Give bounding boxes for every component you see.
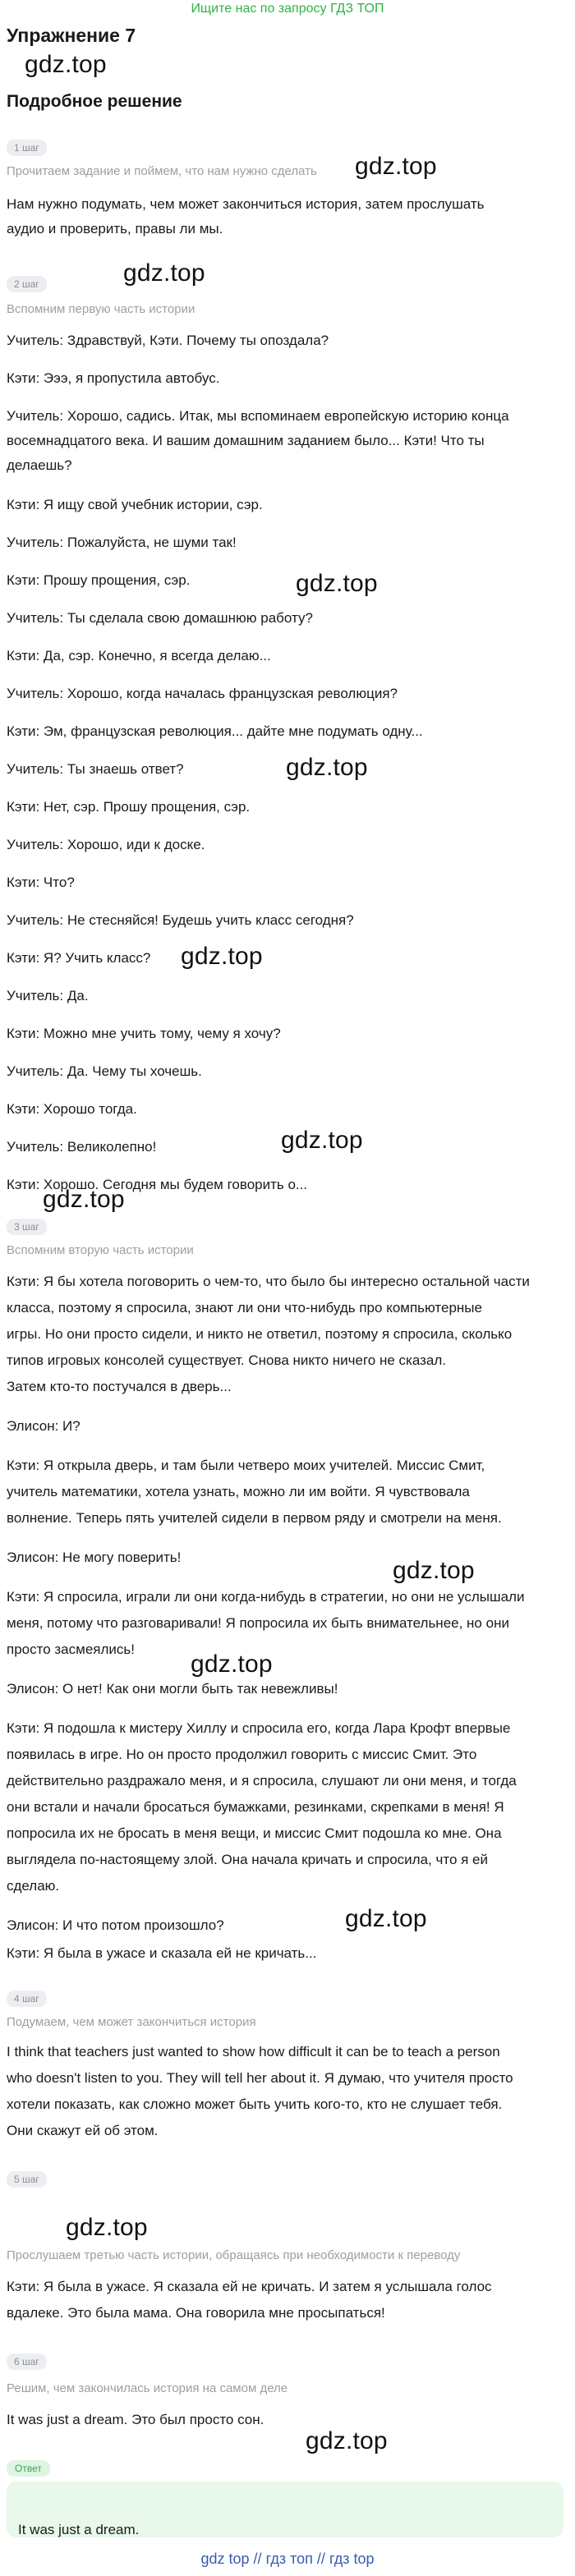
text-line: просто засмеялись! — [7, 1642, 135, 1657]
text-line: учитель математики, хотела узнать, можно ли им войти. Я чувствовала — [7, 1484, 470, 1499]
step-badge: 4 шаг — [7, 1991, 47, 2007]
text-line: Элисон: Не могу поверить! — [7, 1550, 182, 1565]
answer-badge: Ответ — [7, 2460, 50, 2477]
step-caption: Прочитаем задание и поймем, что нам нужно сделать — [7, 164, 317, 178]
step-badge: 5 шаг — [7, 2171, 47, 2188]
text-line: Кэти: Я была в ужасе. Я сказала ей не кричать. И затем я услышала голос — [7, 2279, 492, 2294]
watermark: gdz.top — [393, 1557, 475, 1584]
footer-link-gdz-top-ru[interactable]: гдз топ — [265, 2551, 313, 2567]
text-line: они встали и начали бросаться бумажками, резинками, скрепками в меня! Я — [7, 1799, 504, 1815]
text-line: Кэти: Прошу прощения, сэр. — [7, 572, 191, 588]
text-line: хотели показать, как сложно может быть учить кого-то, кто не слушает тебя. — [7, 2096, 503, 2112]
text-line: типов игровых консолей существует. Снова никто ничего не сказал. — [7, 1352, 447, 1368]
text-line: Элисон: И? — [7, 1418, 80, 1434]
text-line: Кэти: Я открыла дверь, и там были четверо моих учителей. Миссис Смит, — [7, 1458, 485, 1473]
text-line: Кэти: Я бы хотела поговорить о чем-то, что было бы интересно остальной части — [7, 1274, 530, 1289]
footer-separator: // — [253, 2551, 262, 2567]
text-line: Кэти: Я спросила, играли ли они когда-нибудь в стратегии, но они не услышали — [7, 1589, 525, 1605]
text-line: сделаю. — [7, 1878, 60, 1894]
text-line: появилась в игре. Но он просто продолжил говорить с миссис Смит. Это — [7, 1747, 477, 1762]
step-badge: 3 шаг — [7, 1219, 47, 1235]
top-banner: Ищите нас по запросу ГДЗ ТОП — [191, 2, 384, 16]
step-caption: Прослушаем третью часть истории, обращаясь при необходимости к переводу — [7, 2248, 461, 2262]
text-line: It was just a dream. Это был просто сон. — [7, 2412, 264, 2427]
text-line: Учитель: Хорошо, садись. Итак, мы вспоминаем европейскую историю конца — [7, 408, 509, 424]
text-line: Кэти: Хорошо. Сегодня мы будем говорить о... — [7, 1177, 308, 1192]
text-line: Элисон: И что потом произошло? — [7, 1917, 224, 1933]
watermark: gdz.top — [286, 754, 368, 781]
footer-links — [0, 2551, 575, 2568]
text-line: I think that teachers just wanted to show how difficult it can be to teach a person — [7, 2044, 500, 2059]
watermark: gdz.top — [296, 570, 378, 597]
text-line: восемнадцатого века. И вашим домашним заданием было... Кэти! Что ты — [7, 433, 485, 448]
text-line: Кэти: Эм, французская революция... дайте мне подумать одну... — [7, 723, 423, 739]
text-line: Кэти: Я подошла к мистеру Хиллу и спросила его, когда Лара Крофт впервые — [7, 1720, 511, 1736]
text-line: Кэти: Я? Учить класс? — [7, 950, 151, 966]
step-caption: Решим, чем закончилась история на самом деле — [7, 2381, 288, 2395]
text-line: Кэти: Можно мне учить тому, чему я хочу? — [7, 1026, 281, 1041]
watermark: gdz.top — [43, 1186, 125, 1213]
text-line: класса, поэтому я спросила, знают ли они что-нибудь про компьютерные — [7, 1300, 482, 1316]
text-line: Учитель: Да. Чему ты хочешь. — [7, 1063, 202, 1079]
text-line: Кэти: Я была в ужасе и сказала ей не кричать... — [7, 1945, 317, 1961]
text-line: Учитель: Да. — [7, 988, 89, 1003]
text-line: Кэти: Хорошо тогда. — [7, 1101, 137, 1117]
text-line: Элисон: О нет! Как они могли быть так невежливы! — [7, 1681, 338, 1697]
text-line: действительно раздражало меня, и я спросила, слушают ли они меня, и тогда — [7, 1773, 517, 1789]
step-badge: 1 шаг — [7, 140, 47, 156]
text-line: who doesn't listen to you. They will tell her about it. Я думаю, что учителя просто — [7, 2070, 513, 2086]
footer-separator: // — [316, 2551, 325, 2567]
text-line: игры. Но они просто сидели, и никто не ответил, поэтому я спросила, сколько — [7, 1326, 513, 1342]
solution-title: Подробное решение — [7, 92, 182, 111]
exercise-title: Упражнение 7 — [7, 25, 136, 46]
watermark: gdz.top — [355, 153, 437, 180]
watermark: gdz.top — [191, 1651, 273, 1678]
text-line: Они скажут ей об этом. — [7, 2123, 159, 2138]
text-line: Учитель: Ты знаешь ответ? — [7, 761, 184, 777]
text-line: Учитель: Ты сделала свою домашнюю работу? — [7, 610, 313, 626]
watermark: gdz.top — [66, 2214, 148, 2241]
watermark: gdz.top — [345, 1905, 427, 1932]
text-line: Учитель: Здравствуй, Кэти. Почему ты опоздала? — [7, 333, 329, 348]
watermark: gdz.top — [281, 1127, 363, 1154]
watermark: gdz.top — [306, 2427, 388, 2454]
text-line: Нам нужно подумать, чем может закончиться история, затем прослушать — [7, 196, 485, 212]
text-line: вдалеке. Это была мама. Она говорила мне просыпаться! — [7, 2305, 385, 2321]
step-caption: Вспомним вторую часть истории — [7, 1243, 194, 1257]
footer-link-gdz-top[interactable]: gdz top — [200, 2551, 250, 2567]
text-line: попросила их не бросать в меня вещи, и миссис Смит подошла ко мне. Она — [7, 1825, 502, 1841]
text-line: Учитель: Хорошо, когда началась французская революция? — [7, 686, 398, 701]
watermark: gdz.top — [123, 259, 205, 287]
text-line: Учитель: Великолепно! — [7, 1139, 157, 1155]
text-line: Учитель: Хорошо, иди к доске. — [7, 837, 205, 852]
watermark: gdz.top — [181, 943, 263, 970]
text-line: Затем кто-то постучался в дверь... — [7, 1379, 232, 1394]
text-line: делаешь? — [7, 457, 72, 473]
text-line: аудио и проверить, правы ли мы. — [7, 221, 223, 236]
step-badge: 2 шаг — [7, 276, 47, 292]
text-line: Учитель: Пожалуйста, не шуми так! — [7, 535, 237, 550]
text-line: Учитель: Не стесняйся! Будешь учить класс сегодня? — [7, 912, 354, 928]
text-line: Кэти: Я ищу свой учебник истории, сэр. — [7, 497, 263, 512]
text-line: Кэти: Да, сэр. Конечно, я всегда делаю... — [7, 648, 271, 664]
text-line: Кэти: Что? — [7, 875, 75, 890]
text-line: меня, потому что разговаривали! Я попросила их быть внимательнее, но они — [7, 1615, 509, 1631]
text-line: выглядела по-настоящему злой. Она начала кричать и спросила, что я ей — [7, 1852, 489, 1867]
step-badge: 6 шаг — [7, 2353, 47, 2370]
text-line: Кэти: Эээ, я пропустила автобус. — [7, 370, 220, 386]
answer-text: It was just a dream. — [18, 2522, 140, 2537]
watermark: gdz.top — [25, 51, 107, 78]
text-line: Кэти: Нет, сэр. Прошу прощения, сэр. — [7, 799, 251, 815]
text-line: волнение. Теперь пять учителей сидели в первом ряду и смотрели на меня. — [7, 1510, 502, 1526]
step-caption: Вспомним первую часть истории — [7, 302, 196, 316]
footer-link-gdz-top-mixed[interactable]: гдз top — [329, 2551, 375, 2567]
step-caption: Подумаем, чем может закончиться история — [7, 2015, 256, 2029]
